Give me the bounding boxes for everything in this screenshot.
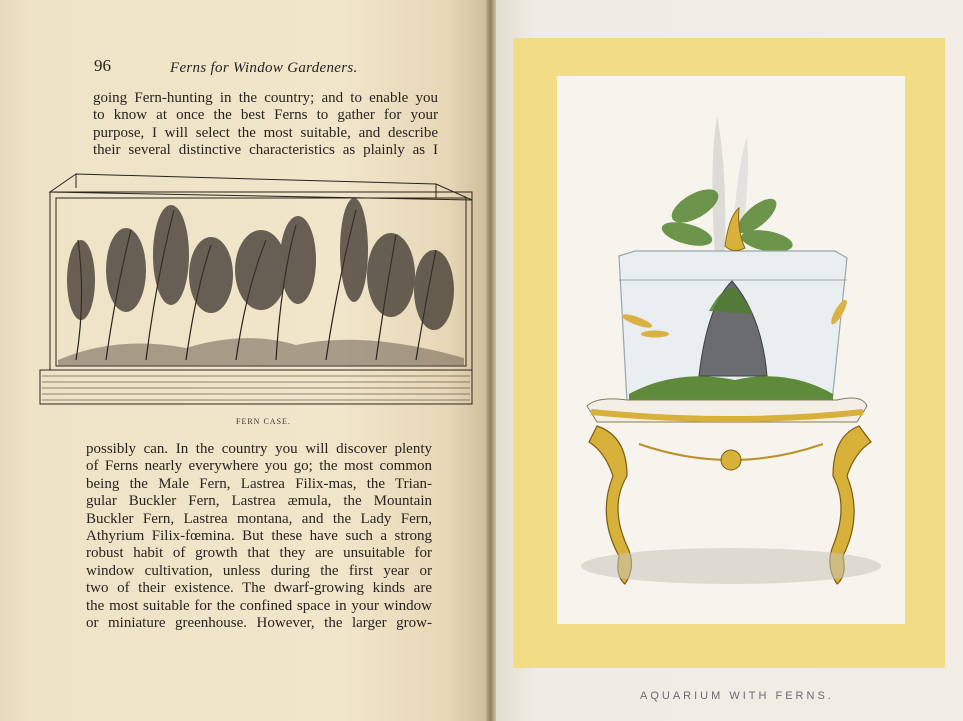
book-gutter: [486, 0, 496, 721]
text-line: being the Male Fern, Lastrea Filix-mas, the Trian-: [86, 475, 432, 492]
fern-case-illustration: [36, 170, 476, 408]
text-bottom: [86, 441, 432, 632]
running-head: Ferns for Window Gardeners.: [170, 60, 358, 76]
figure-caption: FERN CASE.: [236, 417, 291, 426]
text-line: the most suitable for the confined space in your window: [86, 597, 432, 614]
text-line: going Fern-hunting in the country; and to enable you: [93, 90, 438, 106]
text-line: two of their existence. The dwarf-growing kinds are: [86, 580, 432, 597]
text-line: Buckler Fern, Lastrea montana, and the Lady Fern,: [86, 510, 432, 527]
page-number: 96: [94, 56, 111, 75]
text-line: of Ferns nearly everywhere you go; the most common: [86, 458, 432, 475]
text-line: Athyrium Filix-fœmina. But these have such a strong: [86, 528, 432, 545]
text-line: window cultivation, unless during the first year or: [86, 562, 432, 579]
text-line: or miniature greenhouse. However, the larger grow-: [86, 615, 432, 632]
text-top: [93, 90, 438, 160]
plate-caption: AQUARIUM WITH FERNS.: [640, 690, 834, 702]
aquarium-illustration: [557, 76, 905, 624]
text-line: purpose, I will select the most suitable, and describe: [93, 124, 438, 141]
text-line: to know at once the best Ferns to gather for your: [93, 107, 438, 124]
text-line: possibly can. In the country you will discover plenty: [86, 441, 432, 457]
text-line: robust habit of growth that they are unsuitable for: [86, 545, 432, 562]
text-line: their several distinctive characteristics as plainly as I: [93, 142, 438, 159]
text-line: gular Buckler Fern, Lastrea æmula, the Mountain: [86, 493, 432, 510]
